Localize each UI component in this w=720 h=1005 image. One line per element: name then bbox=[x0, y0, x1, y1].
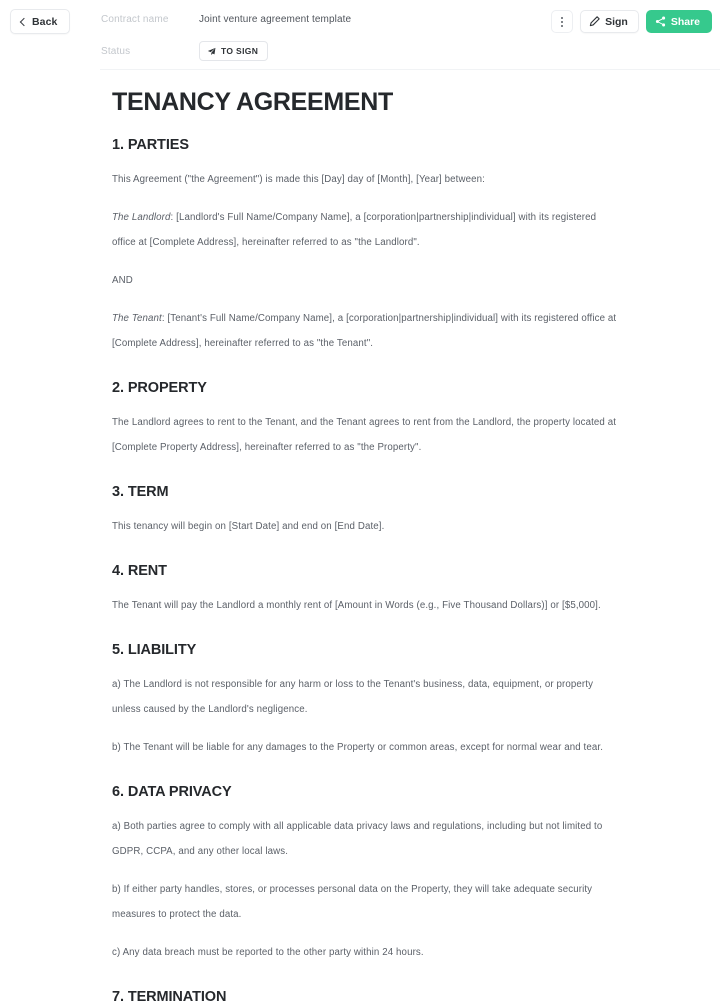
section-heading: 7. TERMINATION bbox=[112, 989, 227, 1005]
section-paragraph: The Tenant: [Tenant's Full Name/Company Name], a [corporation|partnership|individual] with its registered office at [Complete Address], hereinafter referred to as "the Tenant". bbox=[112, 313, 617, 349]
section-paragraph: AND bbox=[112, 275, 133, 286]
top-toolbar bbox=[0, 0, 720, 70]
document-scroll-area[interactable] bbox=[0, 70, 720, 1005]
contract-name-row bbox=[101, 14, 351, 25]
status-row bbox=[101, 41, 268, 61]
toolbar-actions bbox=[551, 10, 712, 33]
contract-name-label: Contract name bbox=[101, 14, 169, 25]
document-page bbox=[0, 70, 720, 1005]
back-button-label: Back bbox=[32, 15, 58, 28]
section-paragraph: a) The Landlord is not responsible for any harm or loss to the Tenant's business, data, equipment, or property unless caused by the Landlord's negligence. bbox=[112, 679, 594, 715]
more-vertical-icon bbox=[561, 17, 563, 19]
contract-name-value[interactable]: Joint venture agreement template bbox=[199, 14, 352, 25]
section-paragraph: The Tenant will pay the Landlord a monthly rent of [Amount in Words (e.g., Five Thousand Dollars)] or [$5,000]. bbox=[112, 600, 601, 611]
document-sections bbox=[112, 137, 618, 1005]
section-heading: 2. PROPERTY bbox=[112, 380, 207, 396]
more-vertical-icon bbox=[561, 25, 563, 27]
section-heading: 5. LIABILITY bbox=[112, 642, 197, 658]
pen-icon bbox=[589, 16, 600, 27]
paragraph-lead-italic: The Landlord bbox=[112, 212, 171, 223]
section-heading: 3. TERM bbox=[112, 484, 169, 500]
section-heading: 1. PARTIES bbox=[112, 137, 189, 153]
chevron-left-icon bbox=[20, 17, 28, 25]
more-options-button[interactable] bbox=[551, 10, 573, 33]
section-paragraph: a) Both parties agree to comply with all applicable data privacy laws and regulations, including but not limited to GDPR, CCPA, and any other local laws. bbox=[112, 821, 603, 857]
paragraph-lead-italic: The Tenant bbox=[112, 313, 162, 324]
sign-button[interactable] bbox=[580, 10, 639, 33]
document-title: TENANCY AGREEMENT bbox=[112, 88, 394, 116]
section-heading: 4. RENT bbox=[112, 563, 167, 579]
status-badge-label: TO SIGN bbox=[221, 46, 259, 56]
paper-plane-icon bbox=[207, 47, 216, 56]
section-heading: 6. DATA PRIVACY bbox=[112, 784, 232, 800]
share-button[interactable] bbox=[646, 10, 712, 33]
section-paragraph: b) The Tenant will be liable for any damages to the Property or common areas, except for normal wear and tear. bbox=[112, 742, 604, 753]
section-paragraph: The Landlord: [Landlord's Full Name/Company Name], a [corporation|partnership|individual] with its registered office at [Complete Address], hereinafter referred to as "the Landlord". bbox=[112, 212, 597, 248]
section-paragraph: b) If either party handles, stores, or processes personal data on the Property, they will take adequate security measures to protect the data. bbox=[112, 884, 593, 920]
status-label: Status bbox=[101, 45, 131, 57]
sign-button-label: Sign bbox=[605, 15, 628, 28]
more-vertical-icon bbox=[561, 21, 563, 23]
section-paragraph: This Agreement ("the Agreement") is made this [Day] day of [Month], [Year] between: bbox=[112, 174, 485, 185]
section-paragraph: This tenancy will begin on [Start Date] and end on [End Date]. bbox=[112, 521, 385, 532]
share-icon bbox=[655, 16, 666, 27]
back-button[interactable] bbox=[10, 9, 70, 34]
section-paragraph: The Landlord agrees to rent to the Tenant, and the Tenant agrees to rent from the Landlord, the property located at [Complete Property Address], hereinafter referred to as "the Property". bbox=[112, 417, 617, 453]
section-paragraph: c) Any data breach must be reported to the other party within 24 hours. bbox=[112, 947, 424, 958]
status-badge[interactable] bbox=[199, 41, 268, 61]
share-button-label: Share bbox=[670, 15, 700, 28]
